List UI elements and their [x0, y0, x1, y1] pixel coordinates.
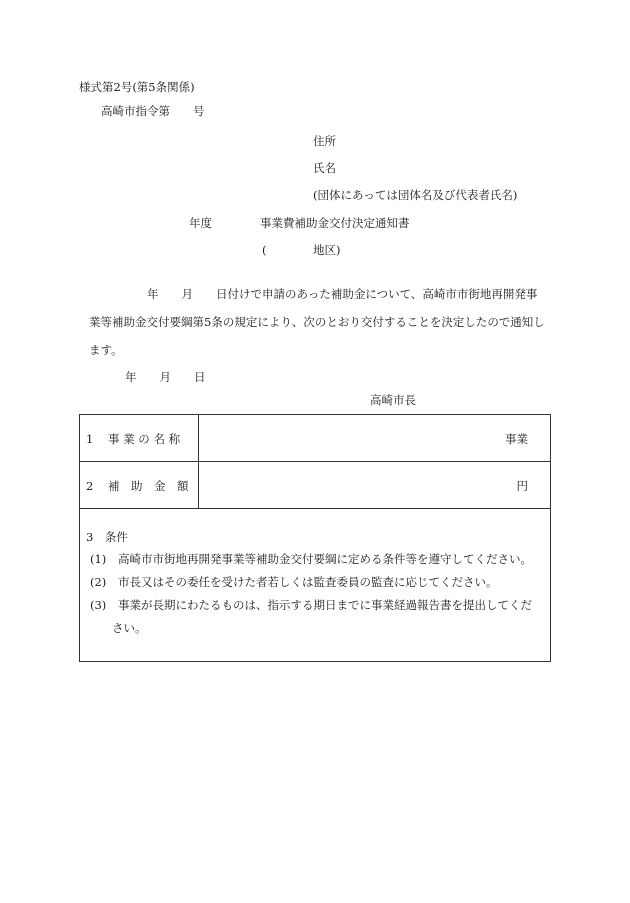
body-line-2: 業等補助金交付要綱第5条の規定により、次のとおり交付することを決定したので通知し: [89, 315, 545, 329]
conditions-title: 3 条件: [86, 530, 128, 544]
project-name-num: 1: [86, 432, 94, 446]
condition-1-text: 高崎市市街地再開発事業等補助金交付要綱に定める条件等を遵守してください。: [118, 552, 532, 566]
project-name-row: [80, 415, 550, 462]
condition-3-text: 事業が長期にわたるものは、指示する期日までに事業経過報告書を提出してくだ: [118, 598, 532, 612]
project-name-text: 事 業 の 名 称: [108, 432, 181, 446]
district-label: 地区): [313, 243, 341, 257]
grant-amount-text: 補 助 金 額: [108, 479, 189, 493]
grant-table: [79, 414, 551, 662]
name-label: 氏名: [313, 161, 336, 175]
condition-2-num: (2): [90, 575, 107, 589]
condition-3-continuation: さい。: [112, 621, 147, 635]
project-name-value: 事業: [505, 432, 528, 446]
condition-1: [90, 548, 546, 571]
body-line-1: 年 月 日付けで申請のあった補助金について、高崎市市街地再開発事: [147, 287, 538, 301]
grant-amount-value: 円: [516, 479, 528, 493]
issue-number: 高崎市指令第 号: [101, 104, 205, 118]
issuer: 高崎市長: [370, 393, 416, 407]
grant-amount-num: 2: [86, 479, 94, 493]
grant-amount-row: [80, 462, 550, 509]
name-note: (団体にあっては団体名及び代表者氏名): [313, 188, 518, 202]
condition-3: [90, 594, 546, 640]
condition-3-num: (3): [90, 598, 107, 612]
form-number: 様式第2号(第5条関係): [79, 80, 195, 94]
district-open-paren: (: [262, 243, 267, 257]
title-year-label: 年度: [189, 216, 212, 230]
condition-2-text: 市長又はその委任を受けた者若しくは監査委員の監査に応じてください。: [118, 575, 498, 589]
condition-2: [90, 571, 546, 594]
grant-amount-label: [86, 479, 189, 493]
address-label: 住所: [313, 134, 336, 148]
issue-date: 年 月 日: [125, 370, 206, 384]
condition-1-num: (1): [90, 552, 107, 566]
document-title: 事業費補助金交付決定通知書: [260, 216, 410, 230]
body-line-3: ます。: [89, 343, 123, 357]
table-divider: [198, 415, 199, 509]
project-name-label: [86, 432, 180, 446]
